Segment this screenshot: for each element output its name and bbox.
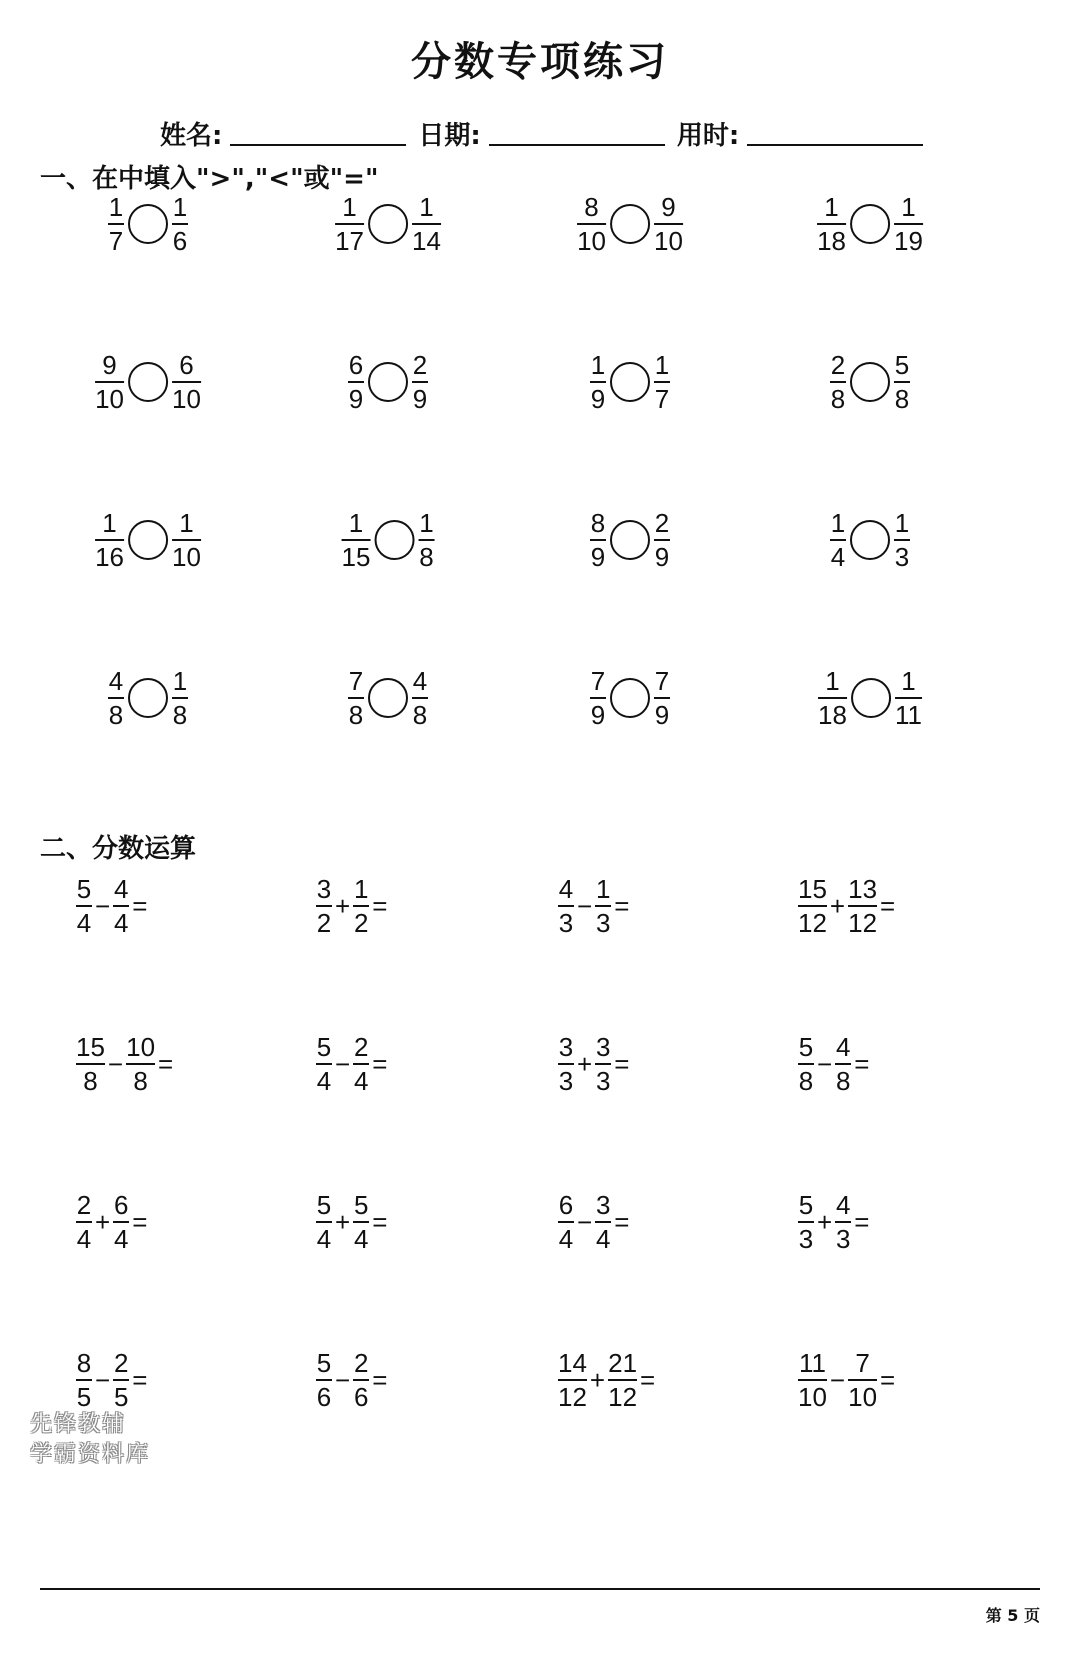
left-denominator: 12 xyxy=(798,908,827,938)
right-fraction xyxy=(652,668,672,728)
operator: + xyxy=(335,891,351,921)
left-denominator: 8 xyxy=(83,1066,98,1096)
right-fraction xyxy=(410,194,443,254)
right-numerator: 4 xyxy=(835,1032,851,1062)
left-denominator: 8 xyxy=(798,1066,814,1096)
right-fraction xyxy=(111,1350,131,1410)
right-numerator: 1 xyxy=(894,508,910,538)
right-denominator: 3 xyxy=(894,542,910,572)
right-numerator: 1 xyxy=(901,192,916,222)
right-denominator: 10 xyxy=(654,226,683,256)
left-numerator: 15 xyxy=(76,1032,105,1062)
right-fraction xyxy=(652,510,672,570)
right-fraction xyxy=(892,510,912,570)
right-fraction xyxy=(593,1192,613,1252)
right-fraction xyxy=(410,668,430,728)
left-denominator: 8 xyxy=(348,700,364,730)
equals-sign: = xyxy=(614,1207,630,1237)
right-numerator: 5 xyxy=(353,1190,369,1220)
right-numerator: 6 xyxy=(113,1190,129,1220)
right-fraction xyxy=(351,876,371,936)
right-numerator: 6 xyxy=(179,350,194,380)
left-numerator: 8 xyxy=(76,1348,92,1378)
right-fraction xyxy=(846,1350,879,1410)
right-numerator: 4 xyxy=(412,666,428,696)
left-fraction xyxy=(346,668,366,728)
left-denominator: 8 xyxy=(830,384,846,414)
left-denominator: 10 xyxy=(798,1382,827,1412)
left-fraction xyxy=(333,194,366,254)
operator: − xyxy=(107,1049,124,1079)
left-fraction xyxy=(314,876,334,936)
right-denominator: 12 xyxy=(848,908,878,938)
left-fraction xyxy=(575,194,608,254)
left-fraction xyxy=(816,668,849,728)
left-numerator: 4 xyxy=(108,666,124,696)
right-denominator: 12 xyxy=(608,1382,638,1412)
watermark-line1: 先锋教辅 xyxy=(30,1412,127,1437)
left-denominator: 18 xyxy=(818,700,847,730)
left-denominator: 17 xyxy=(335,226,364,256)
right-numerator: 5 xyxy=(894,350,910,380)
left-fraction xyxy=(93,510,126,570)
operator: − xyxy=(577,1207,593,1237)
left-numerator: 3 xyxy=(316,874,332,904)
left-denominator: 7 xyxy=(108,226,124,256)
right-fraction xyxy=(833,1034,853,1094)
equals-sign: = xyxy=(372,1207,388,1237)
left-numerator: 7 xyxy=(590,666,606,696)
right-fraction xyxy=(652,352,672,412)
calculation-item xyxy=(74,1350,147,1410)
answer-circle[interactable] xyxy=(368,678,408,718)
left-fraction xyxy=(828,510,848,570)
left-numerator: 1 xyxy=(102,508,117,538)
comparison-item xyxy=(346,352,430,412)
right-numerator: 2 xyxy=(353,1348,369,1378)
footer-divider xyxy=(40,1588,1040,1590)
left-fraction xyxy=(556,1034,576,1094)
right-numerator: 7 xyxy=(855,1348,870,1378)
equals-sign: = xyxy=(614,1049,630,1079)
right-fraction xyxy=(893,668,924,728)
left-fraction xyxy=(74,876,94,936)
left-denominator: 4 xyxy=(316,1224,332,1254)
left-fraction xyxy=(106,194,126,254)
left-numerator: 11 xyxy=(798,1348,826,1378)
comparison-item xyxy=(93,510,203,570)
left-fraction xyxy=(556,1350,589,1410)
name-label: 姓名: xyxy=(160,121,223,151)
calculation-item xyxy=(796,1034,869,1094)
comparison-item xyxy=(93,352,203,412)
left-fraction xyxy=(556,876,576,936)
section1-title: 一、在中填入">","<"或"=" xyxy=(40,164,379,194)
right-numerator: 3 xyxy=(595,1032,611,1062)
right-numerator: 2 xyxy=(353,1032,369,1062)
right-denominator: 7 xyxy=(654,384,670,414)
left-fraction xyxy=(106,668,126,728)
right-fraction xyxy=(833,1192,853,1252)
operator: − xyxy=(817,1049,833,1079)
left-numerator: 3 xyxy=(558,1032,574,1062)
right-denominator: 2 xyxy=(353,908,369,938)
right-numerator: 2 xyxy=(654,508,670,538)
right-fraction xyxy=(170,194,190,254)
equals-sign: = xyxy=(640,1365,656,1395)
right-denominator: 11 xyxy=(894,700,922,730)
right-denominator: 8 xyxy=(412,700,428,730)
right-numerator: 7 xyxy=(654,666,670,696)
right-fraction xyxy=(170,352,203,412)
right-fraction xyxy=(111,876,131,936)
operator: + xyxy=(829,891,846,921)
right-fraction xyxy=(416,510,436,570)
calculation-item xyxy=(556,1192,629,1252)
right-numerator: 3 xyxy=(595,1190,611,1220)
comparison-item xyxy=(340,510,437,570)
left-fraction xyxy=(796,876,829,936)
right-denominator: 3 xyxy=(595,908,611,938)
left-numerator: 4 xyxy=(558,874,574,904)
operator: + xyxy=(589,1365,606,1395)
right-denominator: 4 xyxy=(113,908,129,938)
left-numerator: 5 xyxy=(798,1190,814,1220)
left-fraction xyxy=(314,1350,334,1410)
right-fraction xyxy=(892,194,925,254)
calculation-item xyxy=(314,1350,387,1410)
right-numerator: 4 xyxy=(835,1190,851,1220)
comparison-item xyxy=(346,668,430,728)
right-denominator: 4 xyxy=(113,1224,129,1254)
left-numerator: 1 xyxy=(824,192,839,222)
right-fraction xyxy=(410,352,430,412)
student-info-row xyxy=(160,116,935,152)
left-denominator: 4 xyxy=(76,908,92,938)
operator: − xyxy=(335,1049,351,1079)
right-denominator: 9 xyxy=(654,700,670,730)
left-numerator: 5 xyxy=(76,874,92,904)
right-numerator: 1 xyxy=(654,350,670,380)
right-denominator: 4 xyxy=(353,1066,369,1096)
calculation-item xyxy=(314,1192,387,1252)
left-denominator: 9 xyxy=(590,700,606,730)
left-fraction xyxy=(796,1192,816,1252)
right-fraction xyxy=(652,194,685,254)
left-denominator: 4 xyxy=(316,1066,332,1096)
right-numerator: 1 xyxy=(179,508,194,538)
left-numerator: 15 xyxy=(798,874,827,904)
right-fraction xyxy=(351,1192,371,1252)
section2-title: 二、分数运算 xyxy=(40,834,197,864)
left-numerator: 1 xyxy=(830,508,846,538)
left-numerator: 1 xyxy=(108,192,124,222)
right-fraction xyxy=(170,668,190,728)
left-fraction xyxy=(796,1034,816,1094)
left-numerator: 8 xyxy=(584,192,599,222)
answer-circle[interactable] xyxy=(610,520,650,560)
left-numerator: 9 xyxy=(102,350,117,380)
right-denominator: 8 xyxy=(172,700,188,730)
right-denominator: 6 xyxy=(172,226,188,256)
equals-sign: = xyxy=(854,1049,870,1079)
answer-circle[interactable] xyxy=(368,204,408,244)
answer-circle[interactable] xyxy=(610,678,650,718)
left-fraction xyxy=(796,1350,829,1410)
right-fraction xyxy=(351,1350,371,1410)
right-fraction xyxy=(111,1192,131,1252)
operator: + xyxy=(335,1207,351,1237)
left-denominator: 3 xyxy=(798,1224,814,1254)
right-denominator: 3 xyxy=(595,1066,611,1096)
left-numerator: 1 xyxy=(590,350,606,380)
left-denominator: 16 xyxy=(95,542,124,572)
right-fraction xyxy=(124,1034,157,1094)
left-numerator: 2 xyxy=(76,1190,92,1220)
right-numerator: 1 xyxy=(901,666,916,696)
left-numerator: 1 xyxy=(825,666,840,696)
left-numerator: 8 xyxy=(590,508,606,538)
calculation-item xyxy=(796,1192,869,1252)
equals-sign: = xyxy=(372,1049,388,1079)
calculation-item xyxy=(74,876,147,936)
right-numerator: 2 xyxy=(412,350,428,380)
answer-circle[interactable] xyxy=(128,362,168,402)
right-denominator: 10 xyxy=(172,542,201,572)
left-denominator: 9 xyxy=(348,384,364,414)
calculation-item xyxy=(74,1034,173,1094)
comparison-item xyxy=(828,352,912,412)
answer-circle[interactable] xyxy=(850,520,890,560)
right-denominator: 5 xyxy=(113,1382,129,1412)
time-blank-line[interactable] xyxy=(747,144,923,146)
right-fraction xyxy=(593,876,613,936)
calculation-item xyxy=(796,1350,895,1410)
equals-sign: = xyxy=(372,891,388,921)
left-denominator: 3 xyxy=(558,908,574,938)
watermark-line2: 学霸资料库 xyxy=(30,1442,151,1467)
equals-sign: = xyxy=(132,1365,148,1395)
right-numerator: 1 xyxy=(419,192,434,222)
calculation-item xyxy=(556,876,629,936)
answer-circle[interactable] xyxy=(610,362,650,402)
right-denominator: 3 xyxy=(835,1224,851,1254)
right-denominator: 14 xyxy=(412,226,441,256)
calculation-item xyxy=(74,1192,147,1252)
answer-circle[interactable] xyxy=(610,204,650,244)
comparison-item xyxy=(815,194,925,254)
watermark xyxy=(30,1410,150,1470)
date-label: 日期: xyxy=(418,121,481,151)
right-denominator: 8 xyxy=(133,1066,148,1096)
left-fraction xyxy=(314,1034,334,1094)
right-fraction xyxy=(892,352,912,412)
left-fraction xyxy=(74,1350,94,1410)
left-fraction xyxy=(828,352,848,412)
operator: − xyxy=(829,1365,846,1395)
right-denominator: 10 xyxy=(848,1382,878,1412)
comparison-item xyxy=(588,668,672,728)
left-denominator: 8 xyxy=(108,700,124,730)
left-denominator: 4 xyxy=(558,1224,574,1254)
right-numerator: 1 xyxy=(172,666,188,696)
equals-sign: = xyxy=(372,1365,388,1395)
left-fraction xyxy=(588,668,608,728)
comparison-item xyxy=(588,352,672,412)
right-numerator: 1 xyxy=(353,874,369,904)
comparison-item xyxy=(575,194,685,254)
right-denominator: 8 xyxy=(894,384,910,414)
left-fraction xyxy=(588,510,608,570)
comparison-item xyxy=(333,194,443,254)
right-numerator: 10 xyxy=(126,1032,156,1062)
calculation-item xyxy=(314,1034,387,1094)
left-numerator: 14 xyxy=(558,1348,587,1378)
right-denominator: 9 xyxy=(412,384,428,414)
comparison-item xyxy=(828,510,912,570)
operator: − xyxy=(95,1365,111,1395)
left-fraction xyxy=(74,1192,94,1252)
left-fraction xyxy=(93,352,126,412)
right-fraction xyxy=(170,510,203,570)
right-denominator: 4 xyxy=(595,1224,611,1254)
left-denominator: 15 xyxy=(341,542,371,572)
right-denominator: 9 xyxy=(654,542,670,572)
right-numerator: 21 xyxy=(608,1348,638,1378)
left-numerator: 5 xyxy=(316,1348,332,1378)
right-fraction xyxy=(351,1034,371,1094)
equals-sign: = xyxy=(158,1049,174,1079)
answer-circle[interactable] xyxy=(128,520,168,560)
right-fraction xyxy=(606,1350,639,1410)
comparison-item xyxy=(588,510,672,570)
right-denominator: 4 xyxy=(353,1224,369,1254)
answer-circle[interactable] xyxy=(128,678,168,718)
left-fraction xyxy=(556,1192,576,1252)
name-blank-line[interactable] xyxy=(230,144,406,146)
left-denominator: 2 xyxy=(316,908,332,938)
left-denominator: 9 xyxy=(590,542,606,572)
left-fraction xyxy=(340,510,373,570)
time-label: 用时: xyxy=(676,121,740,151)
right-denominator: 8 xyxy=(835,1066,851,1096)
calculation-item xyxy=(796,876,895,936)
left-denominator: 10 xyxy=(95,384,124,414)
left-numerator: 2 xyxy=(830,350,846,380)
equals-sign: = xyxy=(132,1207,148,1237)
right-fraction xyxy=(846,876,879,936)
operator: + xyxy=(817,1207,833,1237)
operator: − xyxy=(95,891,111,921)
left-fraction xyxy=(588,352,608,412)
equals-sign: = xyxy=(614,891,630,921)
right-numerator: 1 xyxy=(419,508,434,538)
equals-sign: = xyxy=(854,1207,870,1237)
comparison-item xyxy=(106,668,190,728)
answer-circle[interactable] xyxy=(850,362,890,402)
left-numerator: 7 xyxy=(348,666,364,696)
left-denominator: 9 xyxy=(590,384,606,414)
right-numerator: 4 xyxy=(113,874,129,904)
equals-sign: = xyxy=(880,1365,896,1395)
left-denominator: 10 xyxy=(577,226,606,256)
calculation-item xyxy=(556,1034,629,1094)
answer-circle[interactable] xyxy=(368,362,408,402)
right-denominator: 6 xyxy=(353,1382,369,1412)
left-denominator: 6 xyxy=(316,1382,332,1412)
right-numerator: 9 xyxy=(661,192,676,222)
left-denominator: 4 xyxy=(830,542,846,572)
date-blank-line[interactable] xyxy=(489,144,665,146)
right-denominator: 19 xyxy=(894,226,923,256)
comparison-item xyxy=(106,194,190,254)
right-numerator: 2 xyxy=(113,1348,129,1378)
right-fraction xyxy=(593,1034,613,1094)
operator: + xyxy=(577,1049,593,1079)
right-denominator: 10 xyxy=(172,384,201,414)
operator: + xyxy=(95,1207,111,1237)
left-numerator: 5 xyxy=(316,1190,332,1220)
left-numerator: 5 xyxy=(316,1032,332,1062)
left-denominator: 18 xyxy=(817,226,846,256)
operator: − xyxy=(577,891,593,921)
left-fraction xyxy=(815,194,848,254)
left-denominator: 3 xyxy=(558,1066,574,1096)
right-numerator: 13 xyxy=(848,874,878,904)
calculation-item xyxy=(556,1350,655,1410)
calculation-item xyxy=(314,876,387,936)
left-denominator: 5 xyxy=(76,1382,92,1412)
equals-sign: = xyxy=(132,891,148,921)
left-fraction xyxy=(346,352,366,412)
left-numerator: 5 xyxy=(798,1032,814,1062)
right-numerator: 1 xyxy=(172,192,188,222)
page-number: 第 5 页 xyxy=(985,1606,1040,1625)
left-numerator: 6 xyxy=(348,350,364,380)
operator: − xyxy=(335,1365,351,1395)
equals-sign: = xyxy=(880,891,896,921)
answer-circle[interactable] xyxy=(851,678,891,718)
comparison-item xyxy=(816,668,924,728)
left-denominator: 4 xyxy=(76,1224,92,1254)
left-denominator: 12 xyxy=(558,1382,587,1412)
answer-circle[interactable] xyxy=(128,204,168,244)
left-numerator: 6 xyxy=(558,1190,574,1220)
right-numerator: 1 xyxy=(595,874,611,904)
right-denominator: 8 xyxy=(419,542,434,572)
answer-circle[interactable] xyxy=(374,520,414,560)
left-numerator: 1 xyxy=(342,192,357,222)
page-title: 分数专项练习 xyxy=(411,39,669,85)
answer-circle[interactable] xyxy=(850,204,890,244)
left-fraction xyxy=(74,1034,107,1094)
left-numerator: 1 xyxy=(348,508,364,538)
left-fraction xyxy=(314,1192,334,1252)
